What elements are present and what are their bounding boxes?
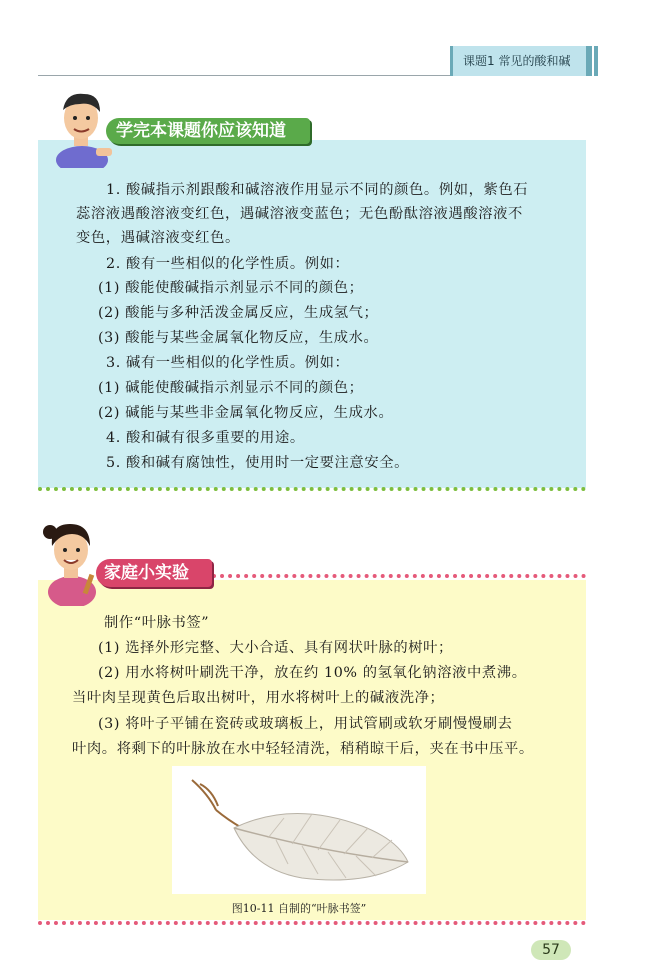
experiment-box-border bbox=[212, 574, 586, 578]
summary-line: (2) 酸能与多种活泼金属反应，生成氢气； bbox=[98, 305, 379, 321]
summary-line: (2) 碱能与某些非金属氧化物反应，生成水。 bbox=[98, 405, 394, 421]
header-bar bbox=[594, 46, 598, 76]
figure-caption: 图10-11 自制的“叶脉书签” bbox=[231, 902, 367, 915]
summary-line: 3. 碱有一些相似的化学性质。例如： bbox=[106, 355, 350, 371]
experiment-line: 当叶肉呈现黄色后取出树叶，用水将树叶上的碱液洗净； bbox=[72, 690, 445, 706]
summary-line: 4. 酸和碱有很多重要的用途。 bbox=[106, 430, 305, 446]
experiment-line: (1) 选择外形完整、大小合适、具有网状叶脉的树叶； bbox=[98, 640, 453, 656]
summary-line: 变色，遇碱溶液变红色。 bbox=[76, 230, 240, 246]
page-number: 57 bbox=[531, 940, 571, 960]
experiment-line: (3) 将叶子平铺在瓷砖或玻璃板上，用试管刷或软牙刷慢慢刷去 bbox=[98, 716, 513, 732]
summary-line: 2. 酸有一些相似的化学性质。例如： bbox=[106, 256, 350, 272]
experiment-line: 叶肉。将剩下的叶脉放在水中轻轻清洗，稍稍晾干后，夹在书中压平。 bbox=[72, 741, 534, 757]
experiment-line: 制作“叶脉书签” bbox=[104, 615, 210, 631]
summary-line: (1) 酸能使酸碱指示剂显示不同的颜色； bbox=[98, 280, 364, 296]
summary-line: 蕊溶液遇酸溶液变红色，遇碱溶液变蓝色；无色酚酞溶液遇酸溶液不 bbox=[76, 206, 523, 222]
experiment-line: (2) 用水将树叶刷洗干净，放在约 10% 的氢氧化钠溶液中煮沸。 bbox=[98, 665, 527, 681]
figure-frame bbox=[172, 766, 426, 894]
header-bar bbox=[586, 46, 592, 76]
girl-illustration bbox=[36, 516, 106, 606]
experiment-title: 家庭小实验 bbox=[96, 559, 212, 587]
experiment-box-border bbox=[38, 921, 586, 925]
summary-title: 学完本课题你应该知道 bbox=[106, 118, 310, 144]
summary-line: (1) 碱能使酸碱指示剂显示不同的颜色； bbox=[98, 380, 364, 396]
summary-box-border bbox=[38, 487, 586, 491]
summary-line: (3) 酸能与某些金属氧化物反应，生成水。 bbox=[98, 330, 379, 346]
leaf-bookmark-image bbox=[172, 766, 426, 894]
section-header: 课题1 常见的酸和碱 bbox=[450, 46, 586, 76]
summary-line: 1. 酸碱指示剂跟酸和碱溶液作用显示不同的颜色。例如，紫色石 bbox=[106, 182, 529, 198]
summary-line: 5. 酸和碱有腐蚀性，使用时一定要注意安全。 bbox=[106, 455, 410, 471]
header-rule bbox=[38, 75, 450, 76]
